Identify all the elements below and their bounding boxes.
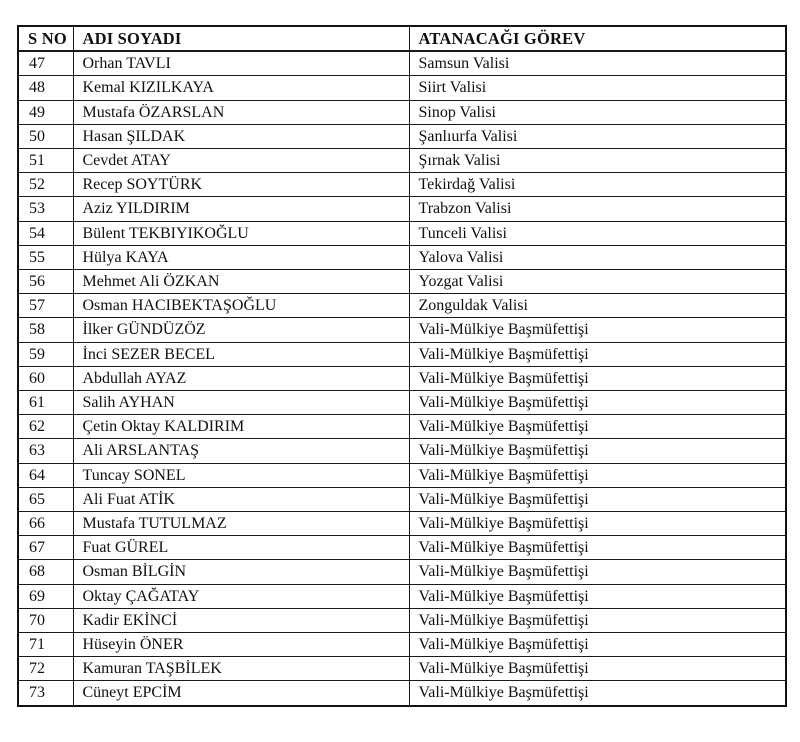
cell-role: Samsun Valisi	[409, 51, 786, 76]
cell-s-no: 48	[18, 76, 73, 100]
cell-s-no: 47	[18, 51, 73, 76]
cell-role: Vali-Mülkiye Başmüfettişi	[409, 342, 786, 366]
cell-role: Tunceli Valisi	[409, 221, 786, 245]
cell-name: Salih AYHAN	[73, 391, 409, 415]
table-row	[18, 584, 786, 608]
cell-name: Ali Fuat ATİK	[73, 487, 409, 511]
table-row	[18, 197, 786, 221]
table-row	[18, 76, 786, 100]
cell-role: Vali-Mülkiye Başmüfettişi	[409, 633, 786, 657]
table-row	[18, 536, 786, 560]
table-row	[18, 633, 786, 657]
table-row	[18, 342, 786, 366]
cell-role: Vali-Mülkiye Başmüfettişi	[409, 391, 786, 415]
column-header-adi-soyadi: ADI SOYADI	[73, 26, 409, 51]
cell-name: Fuat GÜREL	[73, 536, 409, 560]
cell-s-no: 69	[18, 584, 73, 608]
table-row	[18, 124, 786, 148]
table-row	[18, 487, 786, 511]
cell-s-no: 68	[18, 560, 73, 584]
cell-name: Cüneyt EPCİM	[73, 681, 409, 706]
cell-name: Oktay ÇAĞATAY	[73, 584, 409, 608]
table-row	[18, 681, 786, 706]
cell-role: Vali-Mülkiye Başmüfettişi	[409, 487, 786, 511]
table-row	[18, 318, 786, 342]
cell-s-no: 67	[18, 536, 73, 560]
cell-role: Vali-Mülkiye Başmüfettişi	[409, 681, 786, 706]
table-row	[18, 100, 786, 124]
cell-s-no: 55	[18, 245, 73, 269]
header-row	[18, 26, 786, 51]
cell-name: Ali ARSLANTAŞ	[73, 439, 409, 463]
cell-role: Yalova Valisi	[409, 245, 786, 269]
table-row	[18, 221, 786, 245]
table-row	[18, 608, 786, 632]
cell-s-no: 49	[18, 100, 73, 124]
cell-s-no: 65	[18, 487, 73, 511]
cell-s-no: 60	[18, 366, 73, 390]
cell-name: Mustafa TUTULMAZ	[73, 512, 409, 536]
table-row	[18, 657, 786, 681]
cell-name: Tuncay SONEL	[73, 463, 409, 487]
cell-role: Vali-Mülkiye Başmüfettişi	[409, 608, 786, 632]
appointments-table	[17, 25, 787, 707]
cell-name: Mehmet Ali ÖZKAN	[73, 270, 409, 294]
table-row	[18, 391, 786, 415]
table-row	[18, 366, 786, 390]
table-row	[18, 173, 786, 197]
cell-s-no: 54	[18, 221, 73, 245]
cell-s-no: 63	[18, 439, 73, 463]
cell-s-no: 70	[18, 608, 73, 632]
cell-s-no: 72	[18, 657, 73, 681]
cell-s-no: 50	[18, 124, 73, 148]
cell-s-no: 58	[18, 318, 73, 342]
cell-s-no: 52	[18, 173, 73, 197]
cell-role: Trabzon Valisi	[409, 197, 786, 221]
column-header-atanacagi-gorev: ATANACAĞI GÖREV	[409, 26, 786, 51]
cell-name: Bülent TEKBIYIKOĞLU	[73, 221, 409, 245]
cell-name: Mustafa ÖZARSLAN	[73, 100, 409, 124]
table-row	[18, 270, 786, 294]
table-row	[18, 294, 786, 318]
cell-name: Cevdet ATAY	[73, 149, 409, 173]
cell-name: Çetin Oktay KALDIRIM	[73, 415, 409, 439]
cell-s-no: 53	[18, 197, 73, 221]
cell-name: Abdullah AYAZ	[73, 366, 409, 390]
cell-role: Vali-Mülkiye Başmüfettişi	[409, 657, 786, 681]
cell-name: Osman HACIBEKTAŞOĞLU	[73, 294, 409, 318]
cell-name: Recep SOYTÜRK	[73, 173, 409, 197]
table-row	[18, 439, 786, 463]
cell-s-no: 61	[18, 391, 73, 415]
table-row	[18, 149, 786, 173]
cell-s-no: 56	[18, 270, 73, 294]
cell-s-no: 71	[18, 633, 73, 657]
cell-role: Vali-Mülkiye Başmüfettişi	[409, 439, 786, 463]
table-row	[18, 51, 786, 76]
cell-name: Kamuran TAŞBİLEK	[73, 657, 409, 681]
cell-role: Sinop Valisi	[409, 100, 786, 124]
cell-role: Şanlıurfa Valisi	[409, 124, 786, 148]
table-row	[18, 560, 786, 584]
table-row	[18, 463, 786, 487]
cell-s-no: 59	[18, 342, 73, 366]
cell-name: Orhan TAVLI	[73, 51, 409, 76]
cell-role: Vali-Mülkiye Başmüfettişi	[409, 318, 786, 342]
cell-role: Tekirdağ Valisi	[409, 173, 786, 197]
cell-name: Kemal KIZILKAYA	[73, 76, 409, 100]
cell-name: İlker GÜNDÜZÖZ	[73, 318, 409, 342]
cell-name: Hülya KAYA	[73, 245, 409, 269]
table-row	[18, 245, 786, 269]
cell-s-no: 62	[18, 415, 73, 439]
cell-s-no: 51	[18, 149, 73, 173]
cell-role: Vali-Mülkiye Başmüfettişi	[409, 366, 786, 390]
table-row	[18, 415, 786, 439]
cell-role: Vali-Mülkiye Başmüfettişi	[409, 536, 786, 560]
cell-name: Kadir EKİNCİ	[73, 608, 409, 632]
column-header-s-no: S NO	[18, 26, 73, 51]
cell-s-no: 66	[18, 512, 73, 536]
cell-name: Osman BİLGİN	[73, 560, 409, 584]
cell-s-no: 64	[18, 463, 73, 487]
cell-role: Vali-Mülkiye Başmüfettişi	[409, 584, 786, 608]
cell-s-no: 57	[18, 294, 73, 318]
cell-name: Aziz YILDIRIM	[73, 197, 409, 221]
table-body	[18, 51, 786, 705]
cell-name: Hüseyin ÖNER	[73, 633, 409, 657]
cell-role: Vali-Mülkiye Başmüfettişi	[409, 463, 786, 487]
table-row	[18, 512, 786, 536]
cell-role: Şırnak Valisi	[409, 149, 786, 173]
cell-role: Vali-Mülkiye Başmüfettişi	[409, 415, 786, 439]
cell-role: Siirt Valisi	[409, 76, 786, 100]
cell-role: Vali-Mülkiye Başmüfettişi	[409, 560, 786, 584]
cell-role: Vali-Mülkiye Başmüfettişi	[409, 512, 786, 536]
cell-name: Hasan ŞILDAK	[73, 124, 409, 148]
cell-name: İnci SEZER BECEL	[73, 342, 409, 366]
cell-s-no: 73	[18, 681, 73, 706]
cell-role: Yozgat Valisi	[409, 270, 786, 294]
cell-role: Zonguldak Valisi	[409, 294, 786, 318]
